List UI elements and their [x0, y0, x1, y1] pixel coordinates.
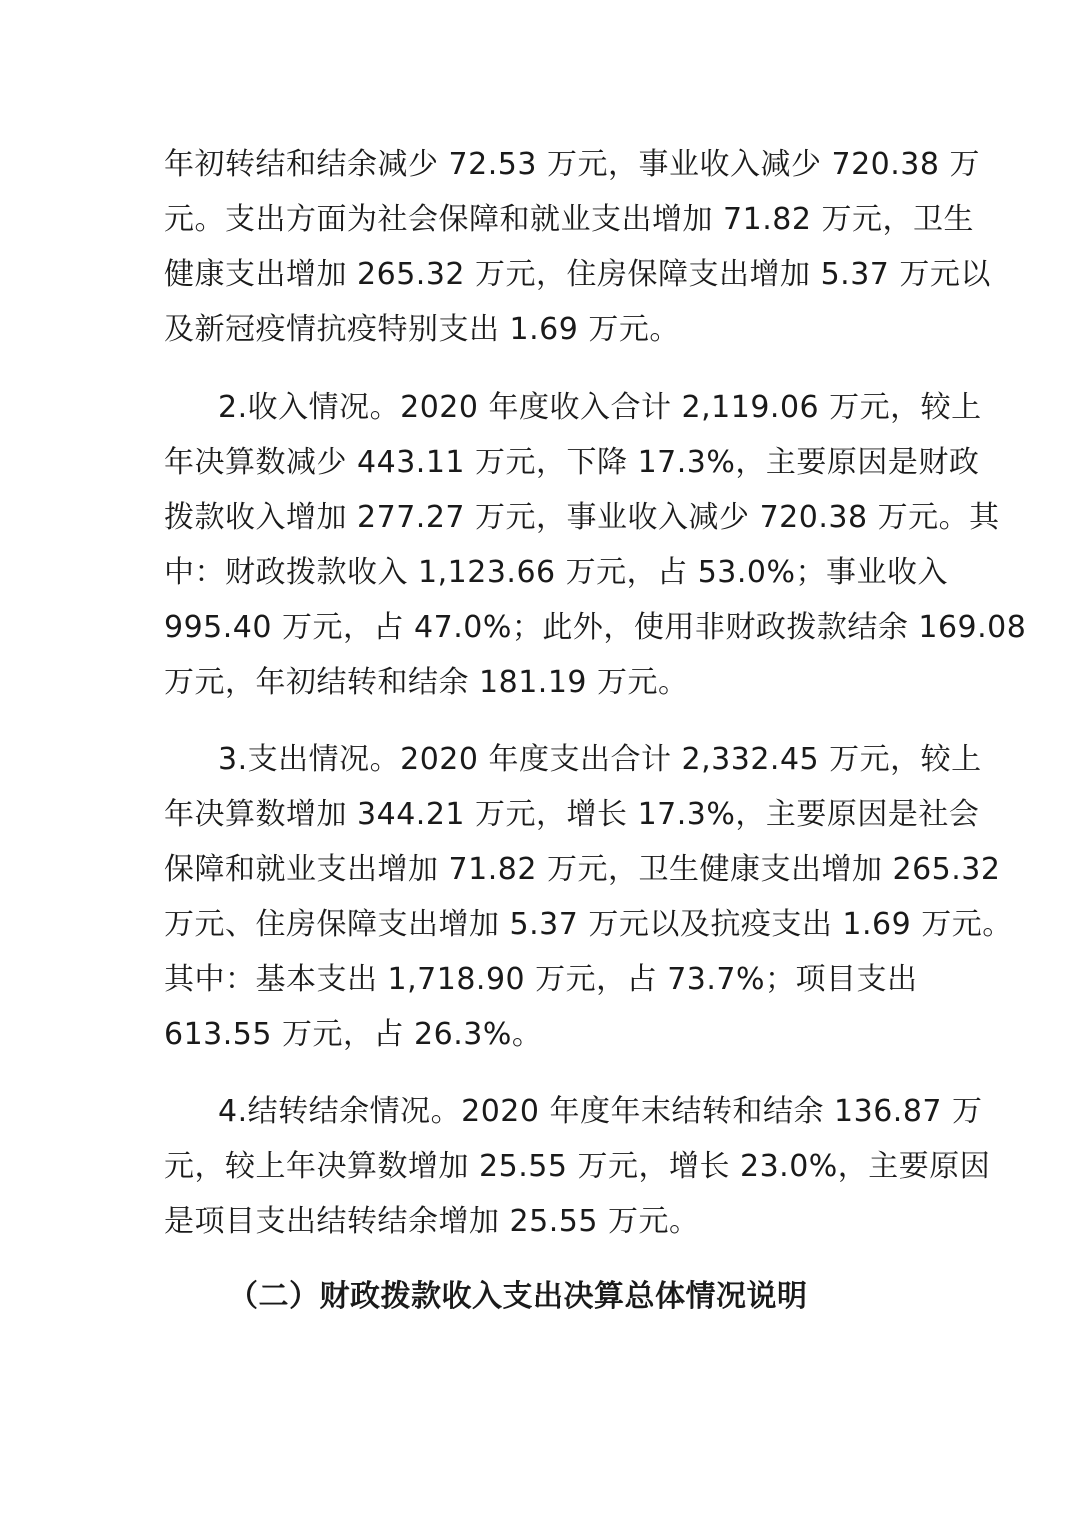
text-line: 613.55 万元，占 26.3%。 [164, 1017, 543, 1052]
text-line: 中：财政拨款收入 1,123.66 万元，占 53.0%；事业收入 [164, 555, 949, 590]
text-line: 2.收入情况。2020 年度收入合计 2,119.06 万元，较上 [218, 390, 982, 425]
text-line: 拨款收入增加 277.27 万元，事业收入减少 720.38 万元。其 [164, 500, 1000, 535]
text-line: 保障和就业支出增加 71.82 万元，卫生健康支出增加 265.32 [164, 852, 1001, 887]
text-line: 其中：基本支出 1,718.90 万元，占 73.7%；项目支出 [164, 962, 918, 997]
text-line: 健康支出增加 265.32 万元，住房保障支出增加 5.37 万元以 [164, 257, 991, 292]
text-line: 995.40 万元，占 47.0%；此外，使用非财政拨款结余 169.08 [164, 610, 1027, 645]
text-line: 及新冠疫情抗疫特别支出 1.69 万元。 [164, 312, 680, 347]
section-heading: （二）财政拨款收入支出决算总体情况说明 [228, 1279, 808, 1314]
text-line: 元。支出方面为社会保障和就业支出增加 71.82 万元，卫生 [164, 202, 974, 237]
text-line: 年决算数增加 344.21 万元，增长 17.3%，主要原因是社会 [164, 797, 980, 832]
text-line: 年初转结和结余减少 72.53 万元，事业收入减少 720.38 万 [164, 147, 980, 182]
text-line: 是项目支出结转结余增加 25.55 万元。 [164, 1204, 700, 1239]
text-line: 万元、住房保障支出增加 5.37 万元以及抗疫支出 1.69 万元。 [164, 907, 1013, 942]
text-line: 元，较上年决算数增加 25.55 万元，增长 23.0%，主要原因 [164, 1149, 991, 1184]
text-line: 4.结转结余情况。2020 年度年末结转和结余 136.87 万 [218, 1094, 983, 1129]
text-line: 年决算数减少 443.11 万元，下降 17.3%，主要原因是财政 [164, 445, 980, 480]
text-line: 3.支出情况。2020 年度支出合计 2,332.45 万元，较上 [218, 742, 982, 777]
text-line: 万元，年初结转和结余 181.19 万元。 [164, 665, 689, 700]
